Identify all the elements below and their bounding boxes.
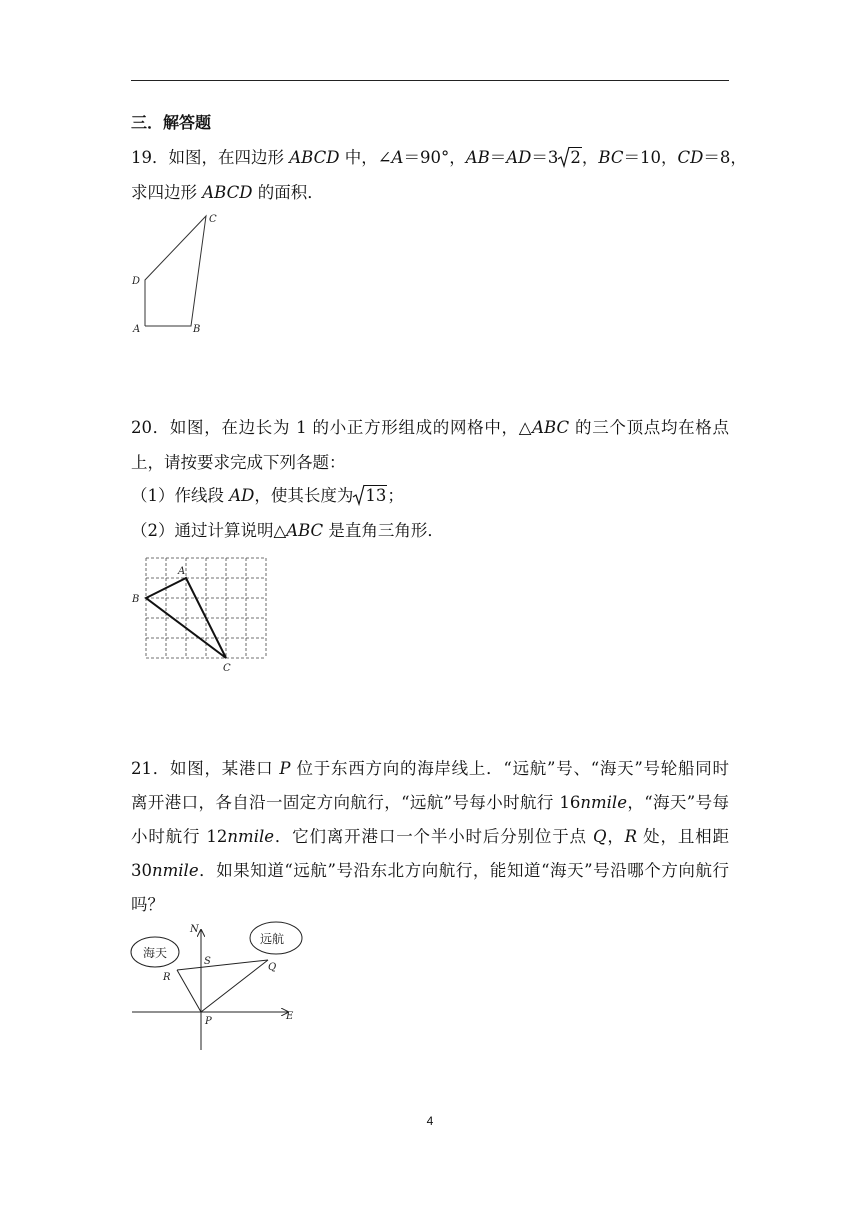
label-a: A bbox=[178, 566, 186, 577]
label-p: P bbox=[205, 1016, 212, 1027]
p21-line1: 21．如图，某港口 P 位于东西方向的海岸线上．“远航”号、“海天”号轮船同时 bbox=[131, 759, 729, 778]
header-rule bbox=[131, 80, 729, 81]
label-q: Q bbox=[268, 962, 277, 973]
label-s: S bbox=[204, 956, 211, 967]
label-n: N bbox=[190, 924, 199, 935]
p19-figure bbox=[128, 210, 228, 340]
p20-line2: 上，请按要求完成下列各题： bbox=[131, 453, 346, 472]
label-a: A bbox=[133, 324, 141, 335]
label-b: B bbox=[132, 594, 140, 605]
p20-line1: 20．如图，在边长为 1 的小正方形组成的网格中，△ABC 的三个顶点均在格点 bbox=[131, 418, 729, 437]
label-b: B bbox=[193, 324, 201, 335]
p21-line4: 30nmile．如果知道“远航”号沿东北方向航行，能知道“海天”号沿哪个方向航行 bbox=[131, 861, 729, 880]
segment-rq bbox=[177, 960, 268, 970]
label-e: E bbox=[286, 1011, 294, 1022]
p19-line2: 求四边形 ABCD 的面积． bbox=[131, 183, 324, 202]
page-number: 4 bbox=[426, 1114, 434, 1128]
label-yuanhang: 远航 bbox=[260, 932, 285, 946]
label-r: R bbox=[163, 972, 171, 983]
ray-pr bbox=[177, 970, 201, 1012]
label-c: C bbox=[223, 663, 231, 674]
p21-line2: 离开港口，各自沿一固定方向航行，“远航”号每小时航行 16nmile，“海天”号每 bbox=[131, 793, 729, 812]
quadrilateral-abcd bbox=[145, 216, 206, 326]
p21-line5: 吗？ bbox=[131, 895, 164, 914]
p21-figure bbox=[128, 920, 308, 1055]
p20-sub2: （2）通过计算说明△ABC 是直角三角形． bbox=[131, 521, 444, 540]
p20-grid-figure bbox=[128, 555, 278, 675]
sqrt-symbol: 2 bbox=[558, 148, 582, 168]
section-title: 三．解答题 bbox=[131, 113, 212, 132]
p20-sub1: （1）作线段 AD，使其长度为 13； bbox=[131, 486, 404, 505]
p19-line1: 19．如图，在四边形 ABCD 中，∠A＝90°，AB＝AD＝3 2，BC＝10，CD＝8， bbox=[131, 148, 747, 167]
label-c: C bbox=[209, 214, 217, 225]
label-d: D bbox=[132, 276, 141, 287]
sqrt-symbol: 13 bbox=[353, 486, 387, 506]
ray-pq bbox=[201, 960, 268, 1012]
p21-line3: 小时航行 12nmile．它们离开港口一个半小时后分别位于点 Q，R 处，且相距 bbox=[131, 827, 730, 846]
label-haitian: 海天 bbox=[143, 946, 168, 960]
